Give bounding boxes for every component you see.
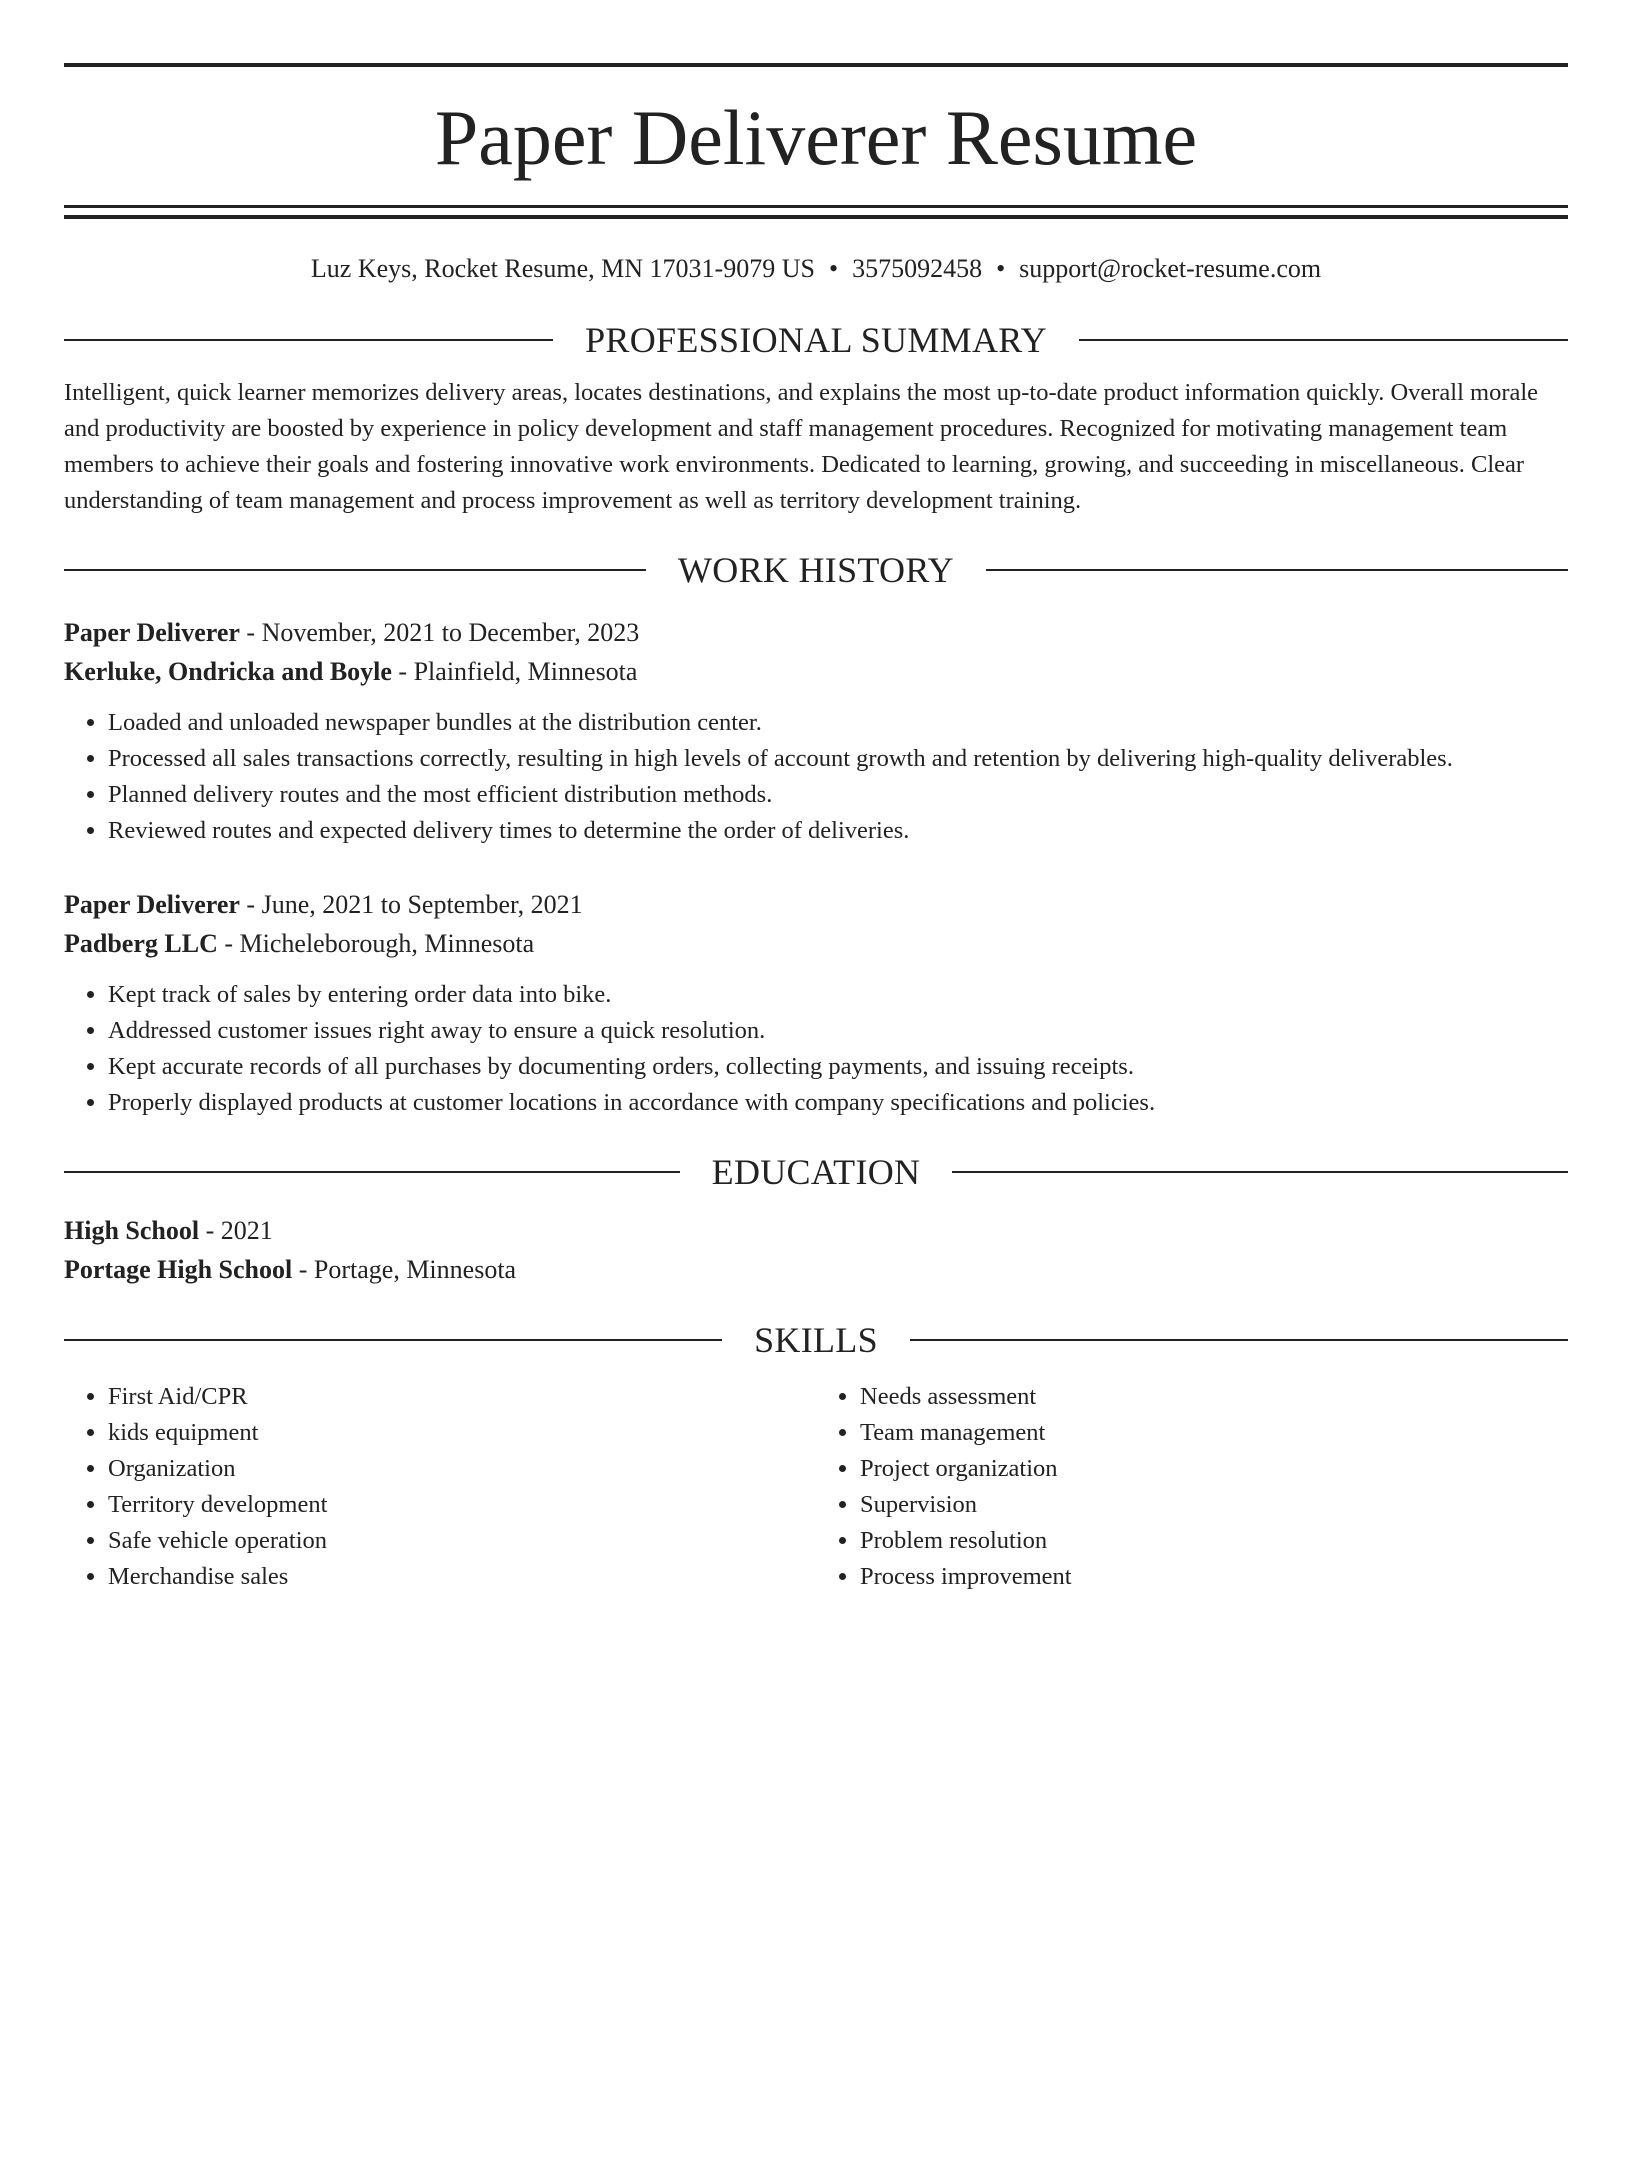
education-school-line (64, 1250, 1568, 1289)
list-item: • Kept track of sales by entering order data into bike. (108, 977, 1568, 1013)
contact-email: support@rocket-resume.com (1019, 254, 1322, 283)
job-location: Micheleborough, Minnesota (239, 929, 535, 958)
skills-heading: SKILLS (754, 1320, 878, 1360)
summary-section-header (64, 315, 1568, 365)
section-rule-right (952, 1171, 1568, 1173)
skill-item: • Needs assessment (860, 1379, 1568, 1415)
skill-item: • Team management (860, 1415, 1568, 1451)
work-section-header (64, 545, 1568, 595)
skills-columns (64, 1379, 1568, 1595)
job-dates: November, 2021 to December, 2023 (261, 618, 640, 647)
resume-page (0, 63, 1632, 2175)
dash: - (246, 618, 256, 647)
section-rule-left (64, 1171, 680, 1173)
summary-text: Intelligent, quick learner memorizes delivery areas, locates destinations, and explains the most up-to-date product information quickly. Overall morale and productivity are boosted by experience in policy development and staff management procedures. Recognized for motivating management team members to achieve their goals and fostering innovative work environments. Dedicated to learning, growing, and succeeding in miscellaneous. Clear understanding of team management and process improvement as well as territory development training. (64, 379, 1539, 514)
skill-item: • Safe vehicle operation (108, 1523, 816, 1559)
education-section-header (64, 1147, 1568, 1197)
title-double-rule (64, 205, 1568, 219)
skills-list-left (64, 1379, 816, 1595)
job-title-line (64, 613, 1568, 652)
job-bullets (64, 705, 1568, 849)
section-rule-right (1079, 339, 1568, 341)
list-item: • Processed all sales transactions correctly, resulting in high levels of account growth and retention by delivering high-quality deliverables. (108, 741, 1568, 777)
list-item: • Reviewed routes and expected delivery times to determine the order of deliveries. (108, 813, 1568, 849)
skill-item: • Problem resolution (860, 1523, 1568, 1559)
education-entry (64, 1211, 1568, 1289)
list-item: • Planned delivery routes and the most efficient distribution methods. (108, 777, 1568, 813)
job-company-line (64, 652, 1568, 691)
job-title: Paper Deliverer (64, 890, 240, 919)
dash: - (398, 657, 408, 686)
job-company-line (64, 924, 1568, 963)
job-title: Paper Deliverer (64, 618, 240, 647)
list-item: • Loaded and unloaded newspaper bundles at the distribution center. (108, 705, 1568, 741)
education-heading: EDUCATION (711, 1152, 921, 1192)
top-rule (64, 63, 1568, 67)
contact-separator: • (828, 254, 839, 283)
skills-section-header (64, 1315, 1568, 1365)
skill-item: • First Aid/CPR (108, 1379, 816, 1415)
section-rule-left (64, 1339, 722, 1341)
resume-title: Paper Deliverer Resume (434, 94, 1198, 181)
job-entry (64, 613, 1568, 849)
list-item: • Kept accurate records of all purchases by documenting orders, collecting payments, and issuing receipts. (108, 1049, 1568, 1085)
dash: - (224, 929, 234, 958)
dash: - (205, 1216, 215, 1245)
education-school: Portage High School (64, 1255, 293, 1284)
skill-item: • Process improvement (860, 1559, 1568, 1595)
job-dates: June, 2021 to September, 2021 (261, 890, 583, 919)
education-year: 2021 (220, 1216, 273, 1245)
section-rule-right (910, 1339, 1568, 1341)
section-rule-left (64, 339, 553, 341)
job-bullets (64, 977, 1568, 1121)
skill-item: • Merchandise sales (108, 1559, 816, 1595)
skills-list-right (816, 1379, 1568, 1595)
education-degree: High School (64, 1216, 200, 1245)
section-rule-left (64, 569, 646, 571)
contact-phone: 3575092458 (852, 254, 983, 283)
skill-item: • kids equipment (108, 1415, 816, 1451)
job-title-line (64, 885, 1568, 924)
dash: - (298, 1255, 308, 1284)
education-degree-line (64, 1211, 1568, 1250)
summary-heading: PROFESSIONAL SUMMARY (585, 320, 1047, 360)
skill-item: • Organization (108, 1451, 816, 1487)
job-company: Kerluke, Ondricka and Boyle (64, 657, 392, 686)
job-entry (64, 885, 1568, 1121)
list-item: • Properly displayed products at customer locations in accordance with company specifications and policies. (108, 1085, 1568, 1121)
skill-item: • Supervision (860, 1487, 1568, 1523)
contact-line (64, 249, 1568, 289)
section-rule-right (986, 569, 1568, 571)
education-location: Portage, Minnesota (313, 1255, 517, 1284)
skill-item: • Territory development (108, 1487, 816, 1523)
work-heading: WORK HISTORY (678, 550, 954, 590)
contact-address: Luz Keys, Rocket Resume, MN 17031-9079 US (310, 254, 815, 283)
list-item: • Addressed customer issues right away to ensure a quick resolution. (108, 1013, 1568, 1049)
job-company: Padberg LLC (64, 929, 218, 958)
job-location: Plainfield, Minnesota (413, 657, 638, 686)
contact-separator: • (996, 254, 1006, 283)
dash: - (246, 890, 256, 919)
skill-item: • Project organization (860, 1451, 1568, 1487)
